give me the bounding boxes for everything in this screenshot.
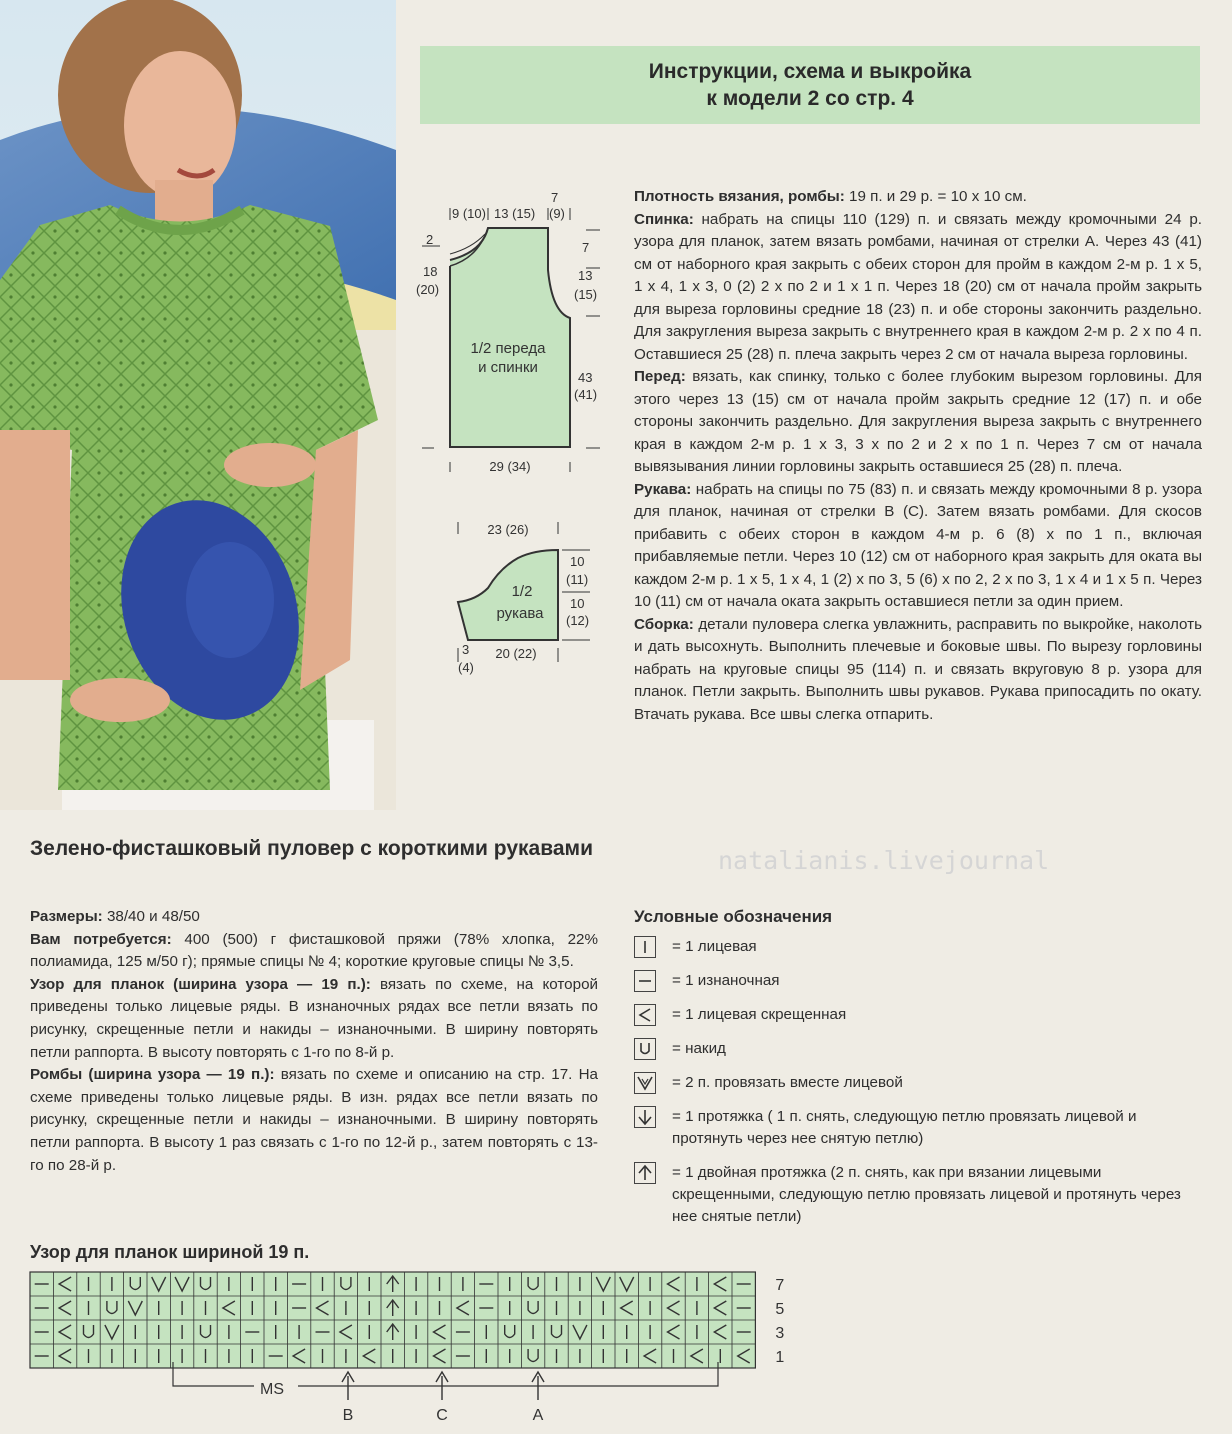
legend-item: = 2 п. провязать вместе лицевой — [634, 1072, 1204, 1094]
chart-row-label: 3 — [775, 1325, 785, 1342]
instructions-text — [634, 186, 1202, 726]
sleeve-label-line1: 1/2 — [511, 583, 533, 600]
chart-row-label: 7 — [775, 1277, 785, 1294]
rhombus-pattern-paragraph: Ромбы (ширина узора — 19 п.): вязать по схеме и описанию на стр. 17. На схеме приведены только лицевые ряды. В изн. рядах все петли вязать по рисунку, скрещенные петли и накиды – изнаночными. В ширину повторять петли раппорта. В высоту 1 раз связать с 1-го по 12-й р., затем повторять с 13-го по 28-й р. — [30, 1066, 598, 1174]
yarn-over-icon — [634, 1038, 656, 1060]
materials-paragraph: Вам потребуется: 400 (500) г фисташковой пряжи (78% хлопка, 22% полиамида, 125 м/50 г); прямые спицы № 4; короткие круговые спицы № 3,5. — [30, 930, 598, 971]
legend-title: Условные обозначения — [634, 907, 833, 926]
model-photo — [0, 0, 396, 810]
sleeve-dim-r2a: 10 — [570, 596, 585, 611]
model-title: Зелено-фисташковый пуловер с короткими рукавами — [30, 837, 593, 860]
dim-top-3b: (9) — [549, 206, 565, 221]
body-label-line2: и спинки — [478, 359, 538, 376]
chart-arrow-label: C — [436, 1407, 448, 1424]
sleeve-pattern-diagram — [440, 512, 610, 682]
header-title-line1: Инструкции, схема и выкройка — [648, 60, 972, 83]
ms-label: MS — [260, 1381, 284, 1398]
sleeve-dim-top: 23 (26) — [487, 522, 529, 537]
sleeve-dim-r2b: (12) — [566, 613, 590, 628]
dim-right-3b: (41) — [574, 387, 598, 402]
sleeve-dim-bottom: 20 (22) — [495, 646, 537, 661]
knit-stitch-icon — [634, 936, 656, 958]
symbol-legend — [634, 906, 1204, 1240]
sleeve-label-line2: рукава — [496, 605, 544, 622]
sleeve-dim-bl-b: (4) — [458, 660, 474, 675]
legend-item: = 1 двойная протяжка (2 п. снять, как при вязании лицевыми скрещенными, следующую петлю провязать лицевой и протянуть через нее снятые петли) — [634, 1162, 1204, 1228]
dim-left-1: 2 — [426, 232, 434, 247]
legend-item: = 1 протяжка ( 1 п. снять, следующую петлю провязать лицевой и протянуть через нее снятую петлю) — [634, 1106, 1204, 1150]
sleeve-dim-bl-a: 3 — [462, 642, 470, 657]
dim-right-2b: (15) — [574, 287, 598, 302]
materials-text — [30, 906, 598, 1177]
dim-top-1: 9 (10) — [452, 206, 486, 221]
dim-right-3a: 43 — [578, 370, 593, 385]
chart-arrow-label: A — [532, 1407, 544, 1424]
gauge-paragraph: Плотность вязания, ромбы: 19 п. и 29 р. = 10 х 10 см. — [634, 188, 1027, 205]
dim-top-3a: 7 — [551, 190, 559, 205]
watermark: natalianis.livejournal — [718, 846, 1050, 875]
legend-item: = 1 лицевая — [634, 936, 1204, 958]
sizes-paragraph: Размеры: 38/40 и 48/50 — [30, 908, 200, 925]
chart-row-labels — [775, 1277, 784, 1366]
legend-item: = 1 изнаночная — [634, 970, 1204, 992]
dim-top-2: 13 (15) — [494, 206, 536, 221]
dim-bottom: 29 (34) — [489, 459, 531, 474]
dim-right-2a: 13 — [578, 268, 593, 283]
chart-row-label: 1 — [775, 1349, 785, 1366]
knit-two-together-icon — [634, 1072, 656, 1094]
sleeves-paragraph: Рукава: набрать на спицы по 75 (83) п. и связать между кромочными 8 р. узора для планок, начиная от стрелки В (С). Затем вязать ромбами. Для скосов прибавить с обеих сторон в каждом 4-м р. 6 (8) х по 1 п., включая прибавляемые петли. Через 10 (12) см от наборного края закрыть для оката вы каждом 2-м р. 1 х 5, 1 х 4, 1 (2) х по 3, 5 (6) х по 2, 2 х по 3, 1 х 4 и 1 х 5 п. Через 10 (11) см от начала оката закрыть оставшиеся петли за один прием. — [634, 480, 1202, 610]
chart-arrow-label: B — [342, 1407, 354, 1424]
legend-item: = накид — [634, 1038, 1204, 1060]
header-banner — [420, 46, 1200, 124]
dim-left-2a: 18 — [423, 264, 438, 279]
band-pattern-chart — [28, 1268, 808, 1428]
front-paragraph: Перед: вязать, как спинку, только с более глубоким вырезом горловины. Для этого через 13 (15) см от начала пройм закрыть средние 12 (17) п. и обе стороны закончить раздельно. Для закругления выреза закрыть с внутреннего края в каждом 2-м р. 1 х 3, 3 х по 2 и 2 х по 1 п. Через 7 см от начала вывязывания линии горловины закрыть оставшиеся 25 (28) п. плеча. — [634, 368, 1202, 475]
sleeve-dim-r1a: 10 — [570, 554, 585, 569]
back-paragraph: Спинка: набрать на спицы 110 (129) п. и связать между кромочными 24 р. узора для планок, затем вязать ромбами, начиная от стрелки А. Через 43 (41) см от наборного края закрыть с обеих сторон для пройм в каждом 2-м р. 1 х 5, 1 х 4, 1 х 3, 0 (2) 2 х по 2 и 1 х 1 п. Через 18 (20) см от начала пройм закрыть для выреза горловины средние 18 (23) п. и обе стороны закончить раздельно. Для закругления выреза закрыть с внутреннего края в каждом 2-м р. 2 х по 4 п. Оставшиеся 25 (28) п. плеча закрыть через 2 см от начала выреза горловины. — [634, 210, 1202, 363]
body-pattern-diagram — [410, 180, 610, 480]
header-title-line2: к модели 2 со стр. 4 — [706, 87, 914, 110]
sleeve-dim-r1b: (11) — [566, 572, 589, 587]
chart-row-label: 5 — [775, 1301, 785, 1318]
chart-arrows — [342, 1372, 544, 1424]
legend-item: = 1 лицевая скрещенная — [634, 1004, 1204, 1026]
dim-right-1: 7 — [582, 240, 590, 255]
twisted-knit-icon — [634, 1004, 656, 1026]
slip-decrease-icon — [634, 1106, 656, 1128]
purl-stitch-icon — [634, 970, 656, 992]
double-decrease-icon — [634, 1162, 656, 1184]
dim-left-2b: (20) — [416, 282, 440, 297]
body-label-line1: 1/2 переда — [470, 340, 546, 357]
assembly-paragraph: Сборка: детали пуловера слегка увлажнить, расправить по выкройке, наколоть и дать высохнуть. Выполнить плечевые и боковые швы. По вырезу горловины набрать на круговые спицы 95 (114) п. и связать вкруговую 8 р. узора для планок. Петли закрыть. Выполнить швы рукавов. Рукава припосадить по окату. Втачать рукава. Все швы слегка отпарить. — [634, 615, 1202, 723]
chart-title: Узор для планок шириной 19 п. — [30, 1242, 310, 1262]
band-pattern-paragraph: Узор для планок (ширина узора — 19 п.): вязать по схеме, на которой приведены только лицевые ряды. В изнаночных рядах все петли вязать по рисунку, скрещенные петли и накиды – изнаночными. В ширину повторять петли раппорта. В высоту повторять с 1-го по 8-й р. — [30, 975, 598, 1061]
